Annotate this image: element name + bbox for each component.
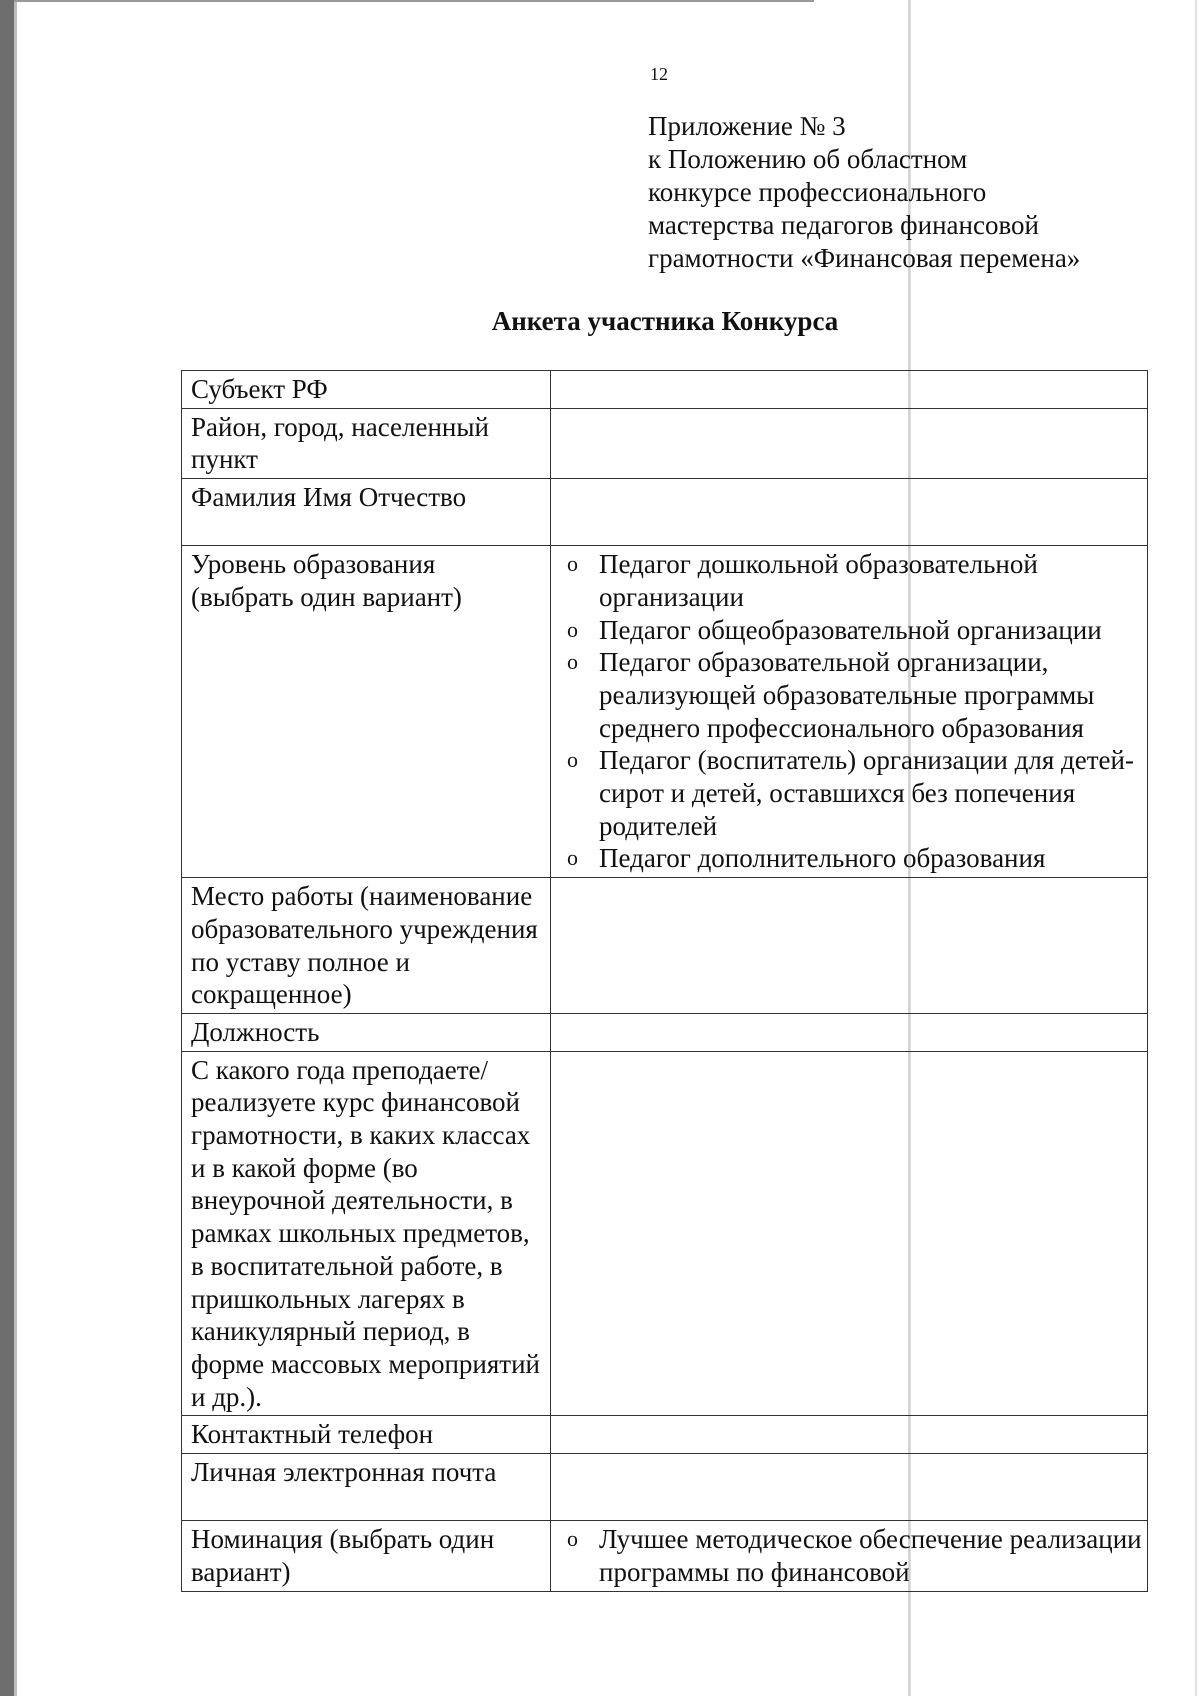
field-locality[interactable] [551,408,1148,478]
row-label-phone: Контактный телефон [182,1416,551,1454]
row-label-email: Личная электронная почта [182,1454,551,1521]
scan-edge-right [1195,0,1197,1696]
table-row [182,371,1148,409]
education-option[interactable] [557,842,1143,875]
education-option[interactable] [557,646,1143,744]
row-label-workplace: Место работы (наименование образовательного учреждения по уставу полное и сокращенное) [182,878,551,1014]
field-position[interactable] [551,1013,1148,1051]
field-teaching-experience[interactable] [551,1051,1148,1416]
radio-circle-icon: o [567,616,578,642]
option-label: Педагог дошкольной образовательной организации [599,549,1038,612]
table-row [182,546,1148,878]
nomination-option[interactable] [557,1523,1143,1588]
education-option[interactable] [557,548,1143,613]
table-row [182,1051,1148,1416]
nomination-options [551,1521,1148,1591]
table-row [182,1013,1148,1051]
education-option[interactable] [557,614,1143,647]
row-label-nomination: Номинация (выбрать один вариант) [182,1521,551,1591]
field-workplace[interactable] [551,878,1148,1014]
table-row [182,479,1148,546]
radio-circle-icon: o [567,551,578,577]
form-title: Анкета участника Конкурса [491,306,839,336]
field-full-name[interactable] [551,479,1148,546]
row-label-education-level: Уровень образования (выбрать один вариант) [182,546,551,878]
page-number: 12 [650,64,668,84]
option-label: Педагог образовательной организации, реализующей образовательные программы среднего профессионального образования [599,647,1095,743]
education-level-options [551,546,1148,878]
field-email[interactable] [551,1454,1148,1521]
field-region[interactable] [551,371,1148,409]
radio-circle-icon: o [567,845,578,871]
appendix-header: Приложение № 3 к Положению об областном конкурсе профессионального мастерства педагогов финансовой грамотности «Финансовая перемена» [648,111,1081,273]
option-label: Лучшее методическое обеспечение реализации программы по финансовой [599,1524,1142,1587]
table-row [182,1416,1148,1454]
table-row [182,878,1148,1014]
radio-circle-icon: o [567,1526,578,1552]
education-option[interactable] [557,744,1143,842]
row-label-position: Должность [182,1013,551,1051]
radio-circle-icon: o [567,747,578,773]
option-label: Педагог общеобразовательной организации [599,614,1102,645]
option-label: Педагог дополнительного образования [599,843,1046,874]
table-row [182,1521,1148,1591]
table-row [182,408,1148,478]
field-phone[interactable] [551,1416,1148,1454]
questionnaire-table [181,370,1148,1592]
scan-border-left-shadow [14,0,17,1696]
row-label-teaching-experience: С какого года преподаете/ реализуете курс финансовой грамотности, в каких классах и в какой форме (во внеурочной деятельности, в рамках школьных предметов, в воспитательной работе, в пришкольных лагерях в каникулярный период, в форме массовых мероприятий и др.). [182,1051,551,1416]
row-label-locality: Район, город, населенный пункт [182,408,551,478]
radio-circle-icon: o [567,649,578,675]
row-label-full-name: Фамилия Имя Отчество [182,479,551,546]
option-label: Педагог (воспитатель) организации для детей-сирот и детей, оставшихся без попечения родителей [599,745,1134,841]
scan-border-top [14,0,814,2]
row-label-region: Субъект РФ [182,371,551,409]
table-row [182,1454,1148,1521]
scan-border-left [0,0,14,1696]
